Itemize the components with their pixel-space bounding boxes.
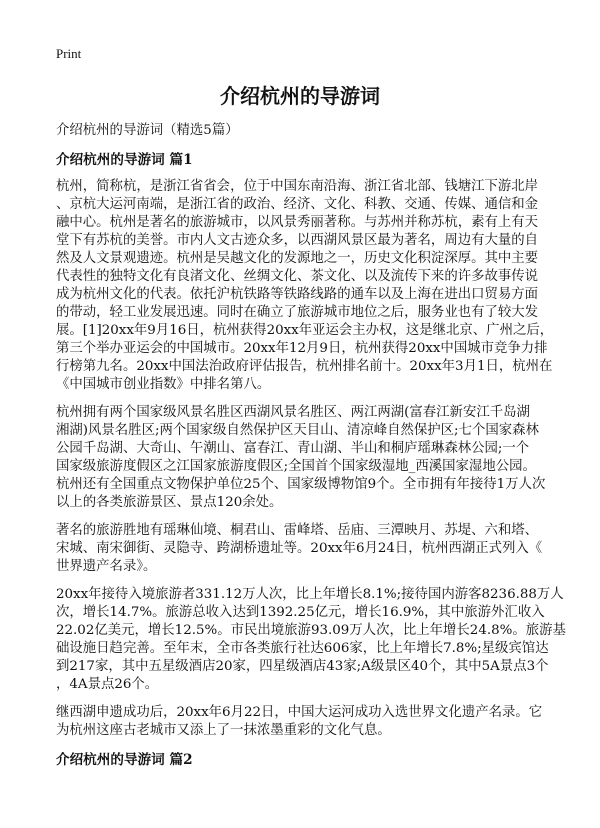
paragraph-line: 代表性的独特文化有良渚文化、丝绸文化、茶文化、以及流传下来的许多故事传说 [56, 269, 539, 284]
paragraph-line: 行榜第九名。20xx中国法治政府评估报告，杭州排名前十。20xx年3月1日，杭州在 [56, 359, 553, 374]
section-heading: 介绍杭州的导游词 篇2 [56, 752, 193, 768]
page-title: 介绍杭州的导游词 [220, 84, 380, 108]
paragraph-line: 展。[1]20xx年9月16日，杭州获得20xx年亚运会主办权，这是继北京、广州之后， [56, 323, 554, 338]
paragraph-line: 堂下有苏杭的美誉。市内人文古迹众多，以西湖风景区最为著名，周边有大量的自 [56, 233, 539, 248]
paragraph [56, 586, 566, 694]
paragraph [56, 704, 556, 740]
section-heading: 介绍杭州的导游词 篇1 [56, 152, 193, 168]
paragraph-line: 为杭州这座古老城市又添上了一抹浓墨重彩的文化气息。 [56, 723, 391, 738]
paragraph-line: 国家级旅游度假区之江国家旅游度假区;全国首个国家级湿地_西溪国家湿地公园。 [56, 459, 536, 474]
paragraph-line: 《中国城市创业指数》中排名第八。 [56, 377, 271, 392]
paragraph-line: 著名的旅游胜地有瑶琳仙境、桐君山、雷峰塔、岳庙、三潭映月、苏堤、六和塔、 [56, 523, 539, 538]
document-body [56, 150, 566, 778]
document-subtitle: 介绍杭州的导游词（精选5篇） [56, 123, 239, 138]
paragraph-line: 宋城、南宋御街、灵隐寺、跨湖桥遗址等。20xx年6月24日，杭州西湖正式列入《 [56, 541, 543, 556]
paragraph-line: 公园千岛湖、大奇山、午潮山、富春江、青山湖、半山和桐庐瑶琳森林公园;一个 [56, 441, 530, 456]
paragraph-line: 20xx年接待入境旅游者331.12万人次，比上年增长8.1%;接待国内游客8236.88万人 [56, 587, 564, 602]
paragraph-line: 以上的各类旅游景区、景点120余处。 [56, 495, 283, 510]
paragraph-line: 杭州拥有两个国家级风景名胜区西湖风景名胜区、两江两湖(富春江新安江千岛湖 [56, 405, 530, 420]
paragraph-line: 融中心。杭州是著名的旅游城市，以风景秀丽著称。与苏州并称苏杭，素有上有天 [56, 215, 539, 230]
paragraph-line: 成为杭州文化的代表。依托沪杭铁路等铁路线路的通车以及上海在进出口贸易方面 [56, 287, 539, 302]
paragraph-line: 22.02亿美元，增长12.5%。市民出境旅游93.09万人次，比上年增长24.8%。旅游基 [56, 623, 566, 638]
paragraph-line: 的带动，轻工业发展迅速。同时在确立了旅游城市地位之后，服务业也有了较大发 [56, 305, 539, 320]
paragraph-line: 然及人文景观遗迹。杭州是吴越文化的发源地之一，历史文化积淀深厚。其中主要 [56, 251, 539, 266]
paragraph-line: 继西湖申遗成功后，20xx年6月22日，中国大运河成功入选世界文化遗产名录。它 [56, 705, 543, 720]
paragraph-line: 杭州，简称杭，是浙江省省会，位于中国东南沿海、浙江省北部、钱塘江下游北岸 [56, 179, 539, 194]
paragraph-line: 、京杭大运河南端，是浙江省的政治、经济、文化、科教、交通、传媒、通信和金 [56, 197, 539, 212]
paragraph-line: 世界遗产名录》。 [56, 559, 157, 574]
paragraph-line: ，4A景点26个。 [56, 677, 159, 692]
paragraph [56, 404, 556, 512]
paragraph-line: 础设施日趋完善。至年末，全市各类旅行社达606家，比上年增长7.8%;星级宾馆达 [56, 641, 549, 656]
paragraph-line: 第三个举办亚运会的中国城市。20xx年12月9日，杭州获得20xx中国城市竞争力排 [56, 341, 548, 356]
print-link[interactable]: Print [56, 46, 82, 61]
paragraph [56, 178, 556, 394]
paragraph-line: 杭州还有全国重点文物保护单位25个、国家级博物馆9个。全市拥有年接待1万人次 [56, 477, 546, 492]
paragraph [56, 522, 556, 576]
paragraph-line: 湘湖)风景名胜区;两个国家级自然保护区天目山、清凉峰自然保护区;七个国家森林 [56, 423, 539, 438]
paragraph-line: 到217家，其中五星级酒店20家，四星级酒店43家;A级景区40个，其中5A景点3个 [56, 659, 549, 674]
paragraph-line: 次，增长14.7%。旅游总收入达到1392.25亿元，增长16.9%，其中旅游外汇收入 [56, 605, 545, 620]
